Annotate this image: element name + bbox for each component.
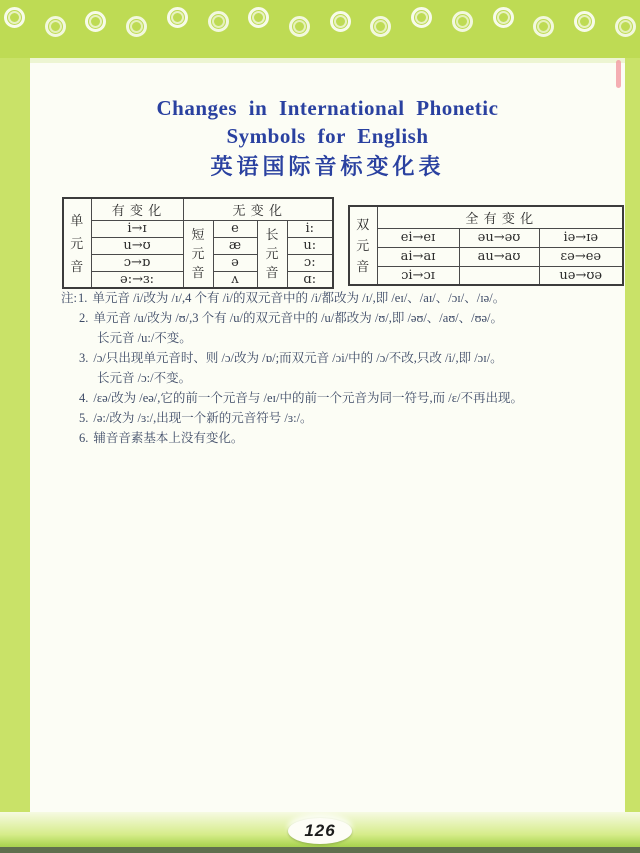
table-cell: uə→ʊə [539,266,623,285]
monophthong-table [62,197,334,289]
note-line-5 [61,408,621,428]
bottom-edge-strip [0,847,640,853]
page-number-badge [288,818,352,844]
table-header: 全 有 变 化 [377,206,623,228]
note-number: 6. [79,431,89,445]
table-cell: au→aʊ [459,247,539,266]
table-cell: ai→aɪ [377,247,459,266]
note-line-4 [61,388,621,408]
circle-ring-icon [370,16,391,37]
circle-ring-icon [411,7,432,28]
table-cell [459,266,539,285]
circle-ring-icon [533,16,554,37]
note-line-3-cont [61,368,621,388]
table-row-label: 长元音 [257,220,287,288]
circle-ring-icon [167,7,188,28]
note-line-1 [61,288,621,308]
note-line-3 [61,348,621,368]
table-cell: ɔi→ɔɪ [377,266,459,285]
table-cell: u: [287,237,333,254]
content-top-strip [30,58,625,63]
circle-ring-icon [452,11,473,32]
note-prefix: 注: [61,291,77,305]
circle-ring-icon [208,11,229,32]
page-title-english-line2: Symbols for English [226,124,429,148]
table-cell: əu→əʊ [459,228,539,247]
table-row-label: 双元音 [349,206,377,285]
table-cell: i: [287,220,333,237]
table-cell: æ [213,237,257,254]
table-row-label: 单元音 [63,198,91,288]
diphthong-table [348,205,624,286]
note-text: 长元音 /u:/不变。 [97,331,192,345]
table-cell: ə [213,254,257,271]
page-content [30,58,625,812]
table-cell: iə→ɪə [539,228,623,247]
table-cell: i→ɪ [91,220,183,237]
table-cell: e [213,220,257,237]
note-number: 1. [77,291,88,305]
note-number: 5. [79,411,89,425]
note-line-2 [61,308,621,328]
table-header: 无 变 化 [183,198,333,220]
note-number: 3. [79,351,89,365]
table-cell: ɛə→eə [539,247,623,266]
table-cell: ʌ [213,271,257,288]
circle-ring-icon [574,11,595,32]
notes-section [61,288,621,448]
table-cell: ɔ: [287,254,333,271]
note-text: /ɛə/改为 /eə/,它的前一个元音与 /eɪ/中的前一个元音为同一符号,而 /ɛ/不再出现。 [93,391,523,405]
note-text: 辅音音素基本上没有变化。 [93,431,244,445]
page-title-chinese: 英语国际音标变化表 [210,154,445,179]
note-line-6 [61,428,621,448]
circle-ring-icon [45,16,66,37]
circle-ring-icon [248,7,269,28]
circle-ring-icon [330,11,351,32]
circle-ring-icon [126,16,147,37]
note-text: 单元音 /i/改为 /ɪ/,4 个有 /i/的双元音中的 /i/都改为 /ɪ/,即 /eɪ/、/aɪ/、/ɔɪ/、/ɪə/。 [92,291,506,305]
table-row-label: 短元音 [183,220,213,288]
page-number: 126 [304,821,336,840]
circle-ring-icon [4,7,25,28]
decorative-circles-band [0,0,640,58]
circle-ring-icon [493,7,514,28]
table-cell: ei→eɪ [377,228,459,247]
table-cell: u→ʊ [91,237,183,254]
pink-edge-mark [616,60,621,88]
note-text: 长元音 /ɔ:/不变。 [97,371,192,385]
table-header: 有 变 化 [91,198,183,220]
note-text: 单元音 /u/改为 /ʊ/,3 个有 /u/的双元音中的 /u/都改为 /ʊ/,即 /əʊ/、/aʊ/、/ʊə/。 [93,311,504,325]
note-number: 4. [79,391,89,405]
note-number: 2. [79,311,89,325]
circle-ring-icon [615,16,636,37]
table-cell: ɑ: [287,271,333,288]
table-cell: ɔ→ɒ [91,254,183,271]
note-text: /ɔ/只出现单元音时、则 /ɔ/改为 /ɒ/;而双元音 /ɔi/中的 /ɔ/不改,只改 /i/,即 /ɔɪ/。 [93,351,503,365]
circle-ring-icon [85,11,106,32]
note-text: /ə:/改为 /ɜ:/,出现一个新的元音符号 /ɜ:/。 [93,411,313,425]
table-cell: ə:→ɜ: [91,271,183,288]
circle-ring-icon [289,16,310,37]
note-line-2-cont [61,328,621,348]
page-title-english-line1: Changes in International Phonetic [156,96,499,120]
